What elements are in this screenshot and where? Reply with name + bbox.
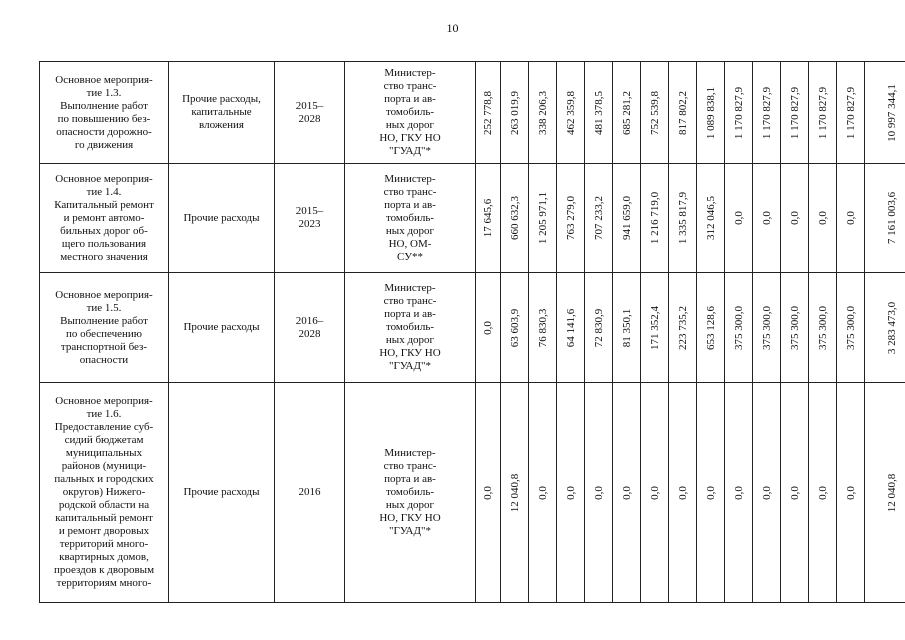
amount-value: 0,0 (760, 485, 773, 500)
amount-cell (753, 164, 781, 273)
amount-value: 0,0 (704, 485, 717, 500)
expense-type-cell: Прочие расходы (169, 164, 275, 273)
amount-value: 375 300,0 (844, 305, 857, 350)
amount-value: 17 645,6 (482, 198, 494, 238)
amount-cell (641, 164, 669, 273)
amount-value: 707 233,2 (592, 196, 605, 240)
amount-value: 0,0 (816, 211, 829, 225)
amount-cell (501, 273, 529, 383)
expense-type-cell: Прочие расходы (169, 383, 275, 603)
amount-cell (557, 383, 585, 603)
amount-value: 653 128,6 (704, 305, 717, 350)
amount-cell (557, 164, 585, 273)
total-cell (865, 383, 905, 603)
amount-cell (781, 273, 809, 383)
amount-cell (501, 164, 529, 273)
amount-cell (476, 62, 501, 164)
expense-type-cell: Прочие расходы, капитальные вложения (169, 62, 275, 164)
amount-cell (501, 62, 529, 164)
total-cell (865, 273, 905, 383)
amount-value: 1 216 719,0 (648, 191, 661, 245)
amount-value: 462 359,8 (564, 90, 577, 135)
amount-cell (837, 164, 865, 273)
amount-cell (529, 383, 557, 603)
amount-cell (809, 164, 837, 273)
amount-cell (837, 62, 865, 164)
amount-cell (697, 62, 725, 164)
amount-value: 1 089 838,1 (704, 86, 717, 139)
amount-cell (613, 273, 641, 383)
amount-value: 72 830,9 (592, 308, 605, 347)
amount-cell (725, 62, 753, 164)
amount-value: 0,0 (816, 485, 829, 500)
executor-cell: Министер- ство транс- порта и ав- томобиль- ных дорог НО, ОМ- СУ** (345, 164, 476, 273)
table-row (40, 383, 905, 603)
amount-value: 752 539,8 (648, 90, 661, 135)
amount-cell (641, 383, 669, 603)
amount-cell (585, 273, 613, 383)
amount-value: 0,0 (844, 485, 857, 500)
amount-cell (613, 164, 641, 273)
amount-value: 223 735,2 (676, 305, 689, 350)
period-cell: 2015– 2023 (275, 164, 345, 273)
amount-value: 0,0 (536, 485, 549, 500)
amount-value: 81 350,1 (620, 308, 633, 347)
total-cell (865, 164, 905, 273)
table-row (40, 273, 905, 383)
amount-value: 312 046,5 (704, 196, 717, 240)
amount-cell (613, 383, 641, 603)
amount-cell (529, 62, 557, 164)
amount-cell (669, 164, 697, 273)
amount-cell (837, 273, 865, 383)
amount-cell (501, 383, 529, 603)
amount-value: 263 019,9 (508, 90, 521, 135)
amount-cell (697, 273, 725, 383)
amount-cell (641, 273, 669, 383)
amount-value: 0,0 (620, 485, 633, 500)
amount-cell (669, 62, 697, 164)
measure-name-cell: Основное мероприя- тие 1.3. Выполнение работ по повышению без- опасности дорожно- го движения (40, 62, 169, 164)
amount-cell (669, 273, 697, 383)
amount-value: 1 170 827,9 (760, 86, 773, 139)
amount-value: 763 279,0 (564, 196, 577, 240)
amount-value: 941 659,0 (620, 196, 633, 240)
amount-cell (613, 62, 641, 164)
total-cell (865, 62, 905, 164)
amount-cell (781, 383, 809, 603)
amount-value: 63 603,9 (508, 308, 521, 347)
amount-value: 0,0 (788, 211, 801, 225)
measure-name-cell: Основное мероприя- тие 1.6. Предоставление суб- сидий бюджетам муниципальных районов (муници- пальных и городских округов) Нижего- родской области на капитальный ремонт и ремонт дворовых территорий много- квартирных домов, проездов к дворовым территориям много- (40, 383, 169, 603)
amount-value: 10 997 344,1 (886, 83, 898, 142)
amount-value: 1 170 827,9 (732, 86, 745, 139)
amount-cell (753, 383, 781, 603)
amount-cell (781, 62, 809, 164)
amount-cell (809, 383, 837, 603)
amount-cell (557, 62, 585, 164)
amount-value: 1 335 817,9 (676, 191, 689, 245)
measure-name-cell: Основное мероприя- тие 1.5. Выполнение работ по обеспечению транспортной без- опасности (40, 273, 169, 383)
amount-cell (476, 164, 501, 273)
period-cell: 2015– 2028 (275, 62, 345, 164)
amount-cell (529, 164, 557, 273)
amount-value: 375 300,0 (788, 305, 801, 350)
table-row (40, 62, 905, 164)
executor-cell: Министер- ство транс- порта и ав- томобиль- ных дорог НО, ГКУ НО "ГУАД"* (345, 383, 476, 603)
amount-value: 12 040,8 (508, 473, 521, 512)
amount-value: 0,0 (592, 485, 605, 500)
amount-cell (641, 62, 669, 164)
amount-value: 0,0 (564, 485, 577, 500)
amount-cell (585, 383, 613, 603)
amount-value: 3 283 473,0 (886, 301, 898, 354)
amount-cell (725, 383, 753, 603)
amount-value: 0,0 (788, 485, 801, 500)
amount-cell (557, 273, 585, 383)
amount-cell (697, 164, 725, 273)
amount-cell (476, 273, 501, 383)
amount-cell (725, 164, 753, 273)
period-cell: 2016– 2028 (275, 273, 345, 383)
amount-value: 481 378,5 (592, 90, 605, 135)
expense-type-cell: Прочие расходы (169, 273, 275, 383)
amount-cell (585, 62, 613, 164)
period-cell: 2016 (275, 383, 345, 603)
amount-value: 0,0 (732, 211, 745, 225)
executor-cell: Министер- ство транс- порта и ав- томобиль- ных дорог НО, ГКУ НО "ГУАД"* (345, 62, 476, 164)
amount-cell (529, 273, 557, 383)
amount-cell (809, 62, 837, 164)
budget-table (39, 61, 905, 603)
amount-cell (753, 273, 781, 383)
amount-value: 0,0 (482, 485, 494, 500)
amount-value: 817 802,2 (676, 90, 689, 135)
amount-value: 0,0 (760, 211, 773, 225)
amount-cell (753, 62, 781, 164)
measure-name-cell: Основное мероприя- тие 1.4. Капитальный ремонт и ремонт автомо- бильных дорог об- щего пользования местного значения (40, 164, 169, 273)
table-row (40, 164, 905, 273)
amount-value: 7 161 003,6 (886, 191, 898, 245)
amount-cell (476, 383, 501, 603)
amount-value: 375 300,0 (816, 305, 829, 350)
amount-value: 0,0 (732, 485, 745, 500)
amount-cell (837, 383, 865, 603)
amount-value: 375 300,0 (732, 305, 745, 350)
amount-cell (725, 273, 753, 383)
amount-cell (669, 383, 697, 603)
amount-cell (585, 164, 613, 273)
amount-value: 64 141,6 (564, 308, 577, 347)
amount-value: 76 830,3 (536, 308, 549, 347)
amount-value: 0,0 (844, 211, 857, 225)
amount-value: 660 632,3 (508, 196, 521, 240)
amount-value: 338 206,3 (536, 90, 549, 135)
amount-value: 1 170 827,9 (816, 86, 829, 139)
amount-value: 171 352,4 (648, 305, 661, 350)
amount-value: 12 040,8 (886, 473, 898, 512)
amount-value: 1 170 827,9 (844, 86, 857, 139)
amount-value: 0,0 (676, 485, 689, 500)
amount-value: 252 778,8 (482, 90, 494, 135)
amount-value: 1 205 971,1 (536, 191, 549, 245)
amount-value: 1 170 827,9 (788, 86, 801, 139)
amount-value: 685 281,2 (620, 90, 633, 135)
amount-cell (809, 273, 837, 383)
amount-value: 0,0 (648, 485, 661, 500)
amount-cell (697, 383, 725, 603)
amount-value: 375 300,0 (760, 305, 773, 350)
page-number: 10 (446, 21, 459, 35)
executor-cell: Министер- ство транс- порта и ав- томобиль- ных дорог НО, ГКУ НО "ГУАД"* (345, 273, 476, 383)
amount-cell (781, 164, 809, 273)
amount-value: 0,0 (482, 320, 494, 335)
